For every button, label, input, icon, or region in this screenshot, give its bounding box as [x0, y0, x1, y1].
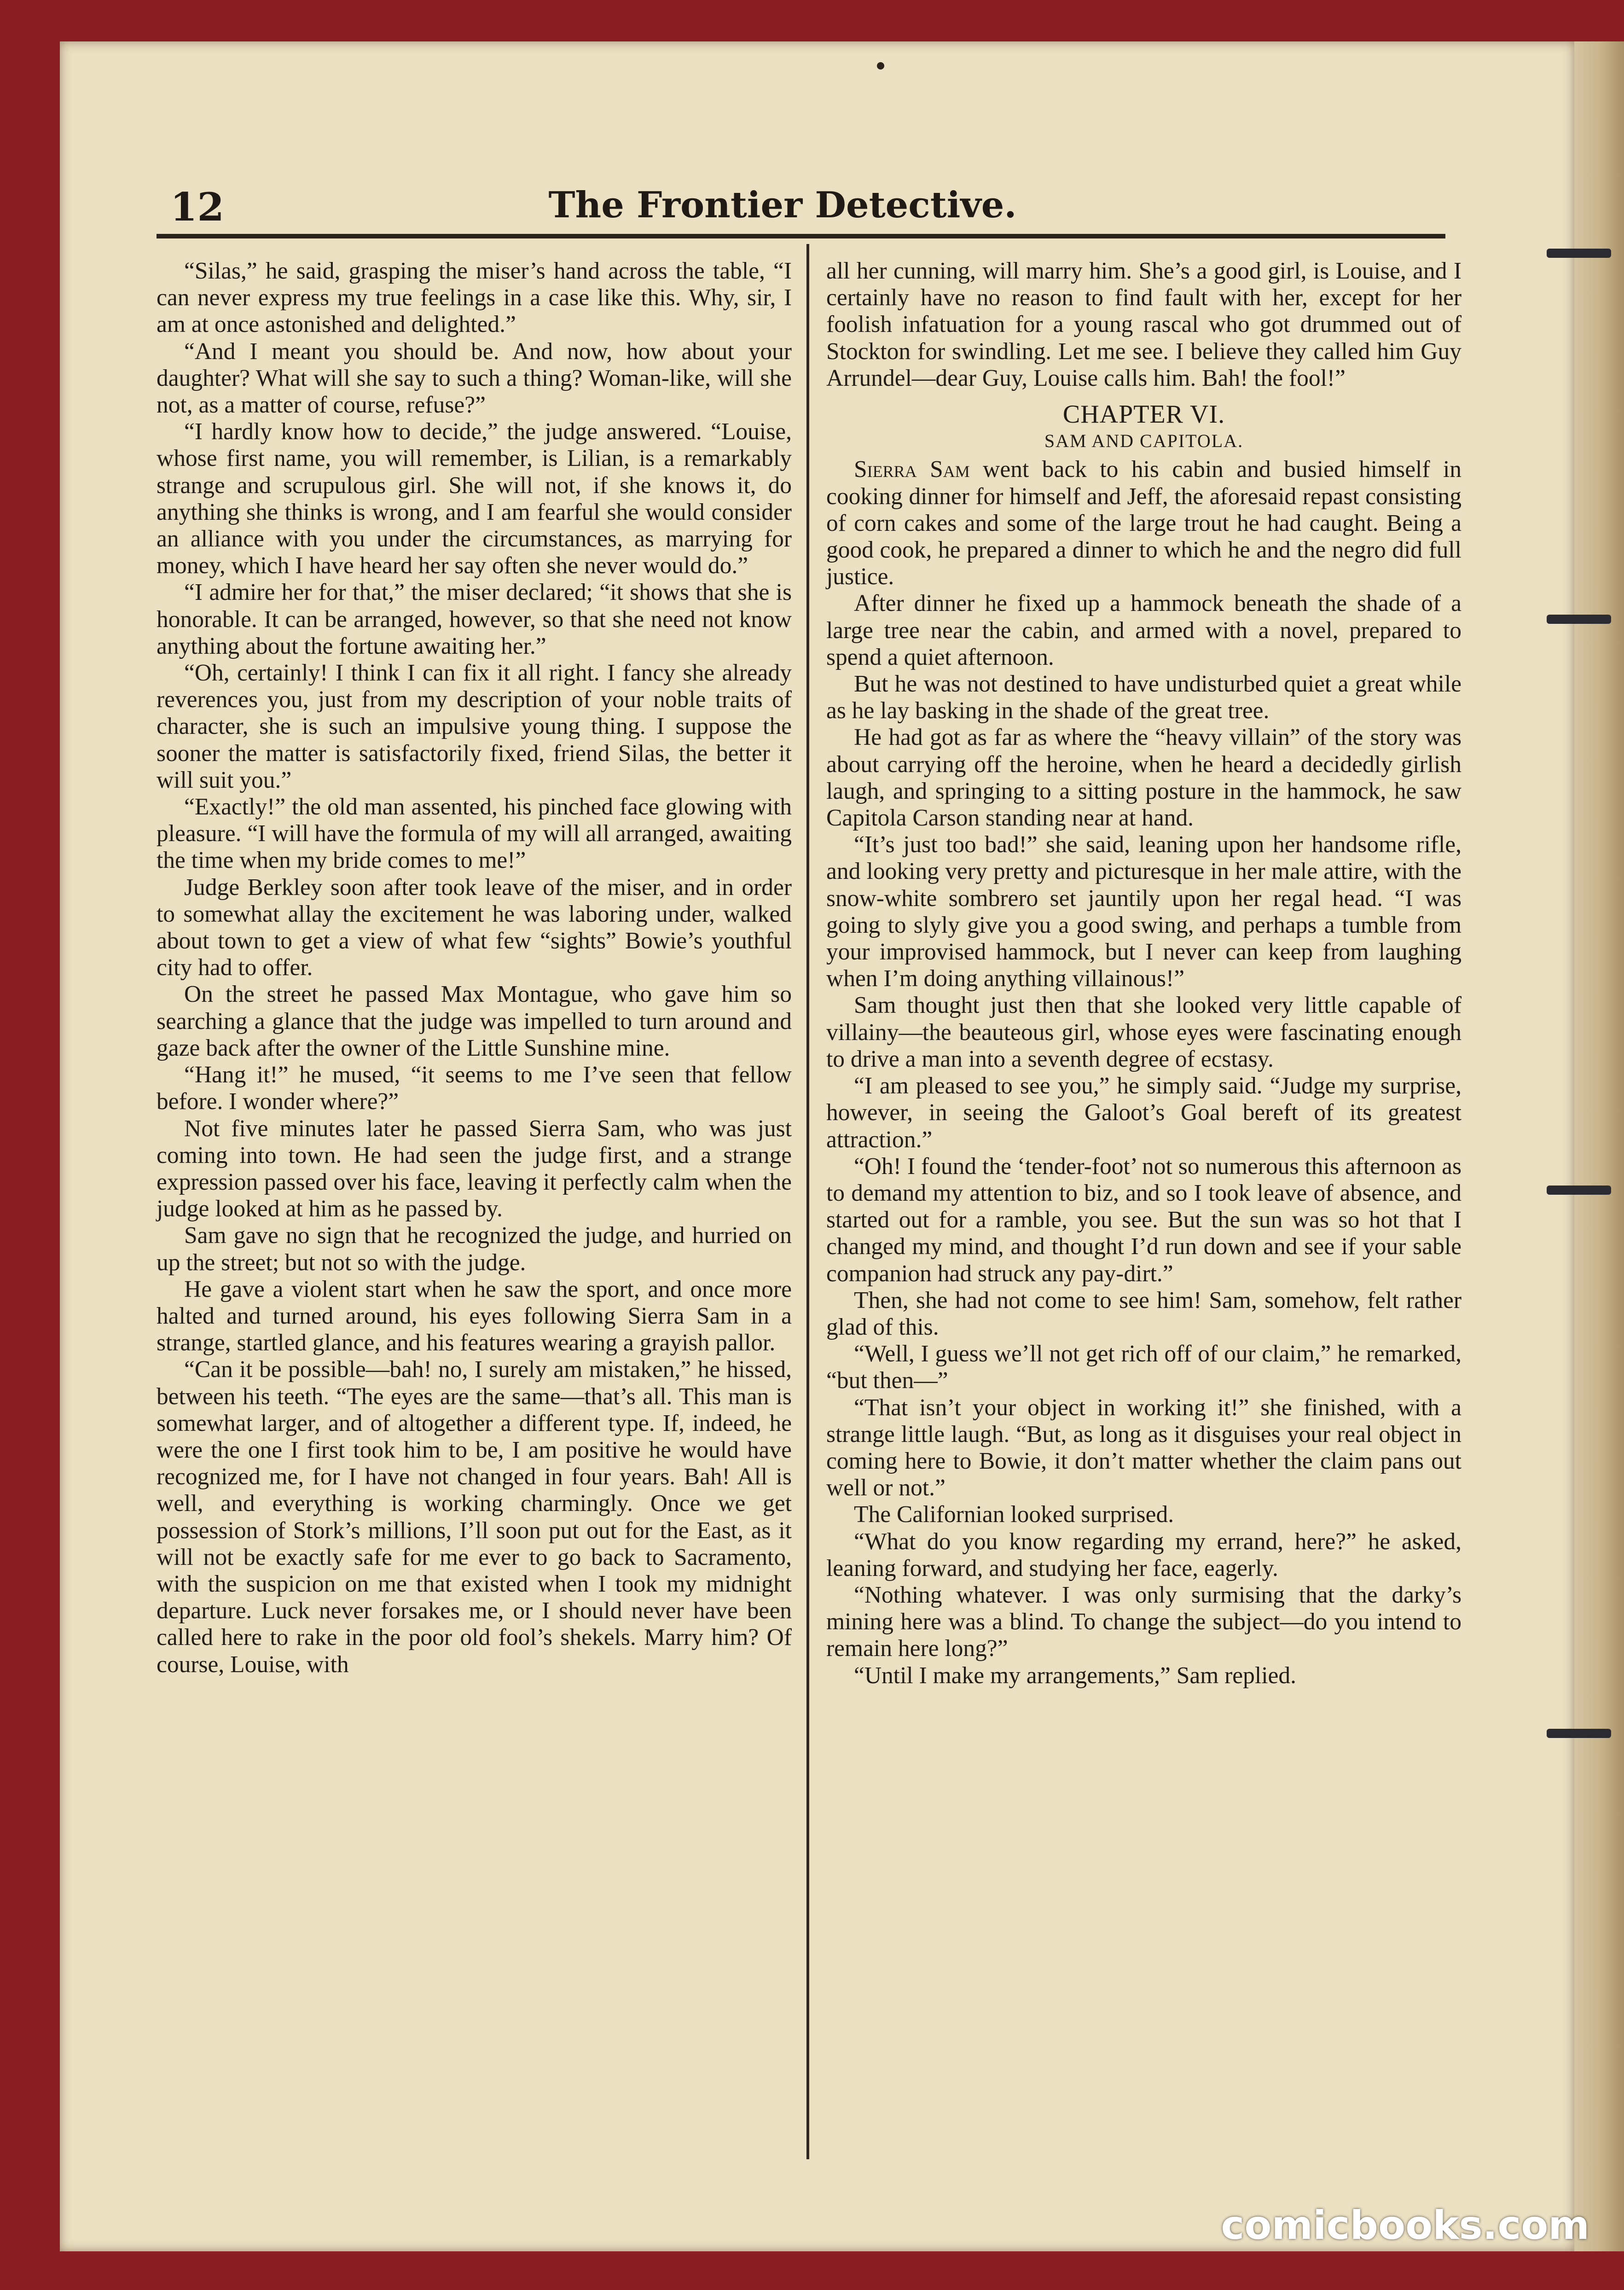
binding-stitch — [1547, 249, 1611, 258]
paragraph: He had got as far as where the “heavy villain” of the story was about carrying off the heroine, when he heard a decidedly girlish laugh, and springing to a sitting posture in the hammock, he saw Capitola Carson standing near at hand. — [826, 724, 1462, 831]
column-divider — [806, 244, 809, 2159]
paragraph: “Well, I guess we’ll not get rich off of our claim,” he remarked, “but then—” — [826, 1341, 1462, 1394]
paragraph: “What do you know regarding my errand, here?” he asked, leaning forward, and studying her face, eagerly. — [826, 1528, 1462, 1581]
chapter-opening-words: Sierra Sam — [854, 456, 970, 483]
paragraph: On the street he passed Max Montague, who gave him so searching a glance that the judge was impelled to turn around and gaze back after the owner of the Little Sunshine mine. — [157, 981, 792, 1061]
continued-paragraph: all her cunning, will marry him. She’s a good girl, is Louise, and I certainly have no reason to find fault with her, except for her foolish infatuation for a young rascal who got drummed out of Stockton for swindling. Let me see. I believe they called him Guy Arrundel—dear Guy, Louise calls him. Bah! the fool!” — [826, 258, 1462, 391]
chapter-opening-text: went back to his cabin and busied himself in cooking dinner for himself and Jeff, the aforesaid repast consisting of corn cakes and some of the large trout he had caught. Being a good cook, he prepared a dinner to which he and the negro did full justice. — [826, 456, 1462, 590]
paragraph: Not five minutes later he passed Sierra Sam, who was just coming into town. He had seen the judge first, and a strange expression passed over his face, leaving it perfectly calm when the judge looked at him as he passed by. — [157, 1115, 792, 1222]
paragraph: After dinner he fixed up a hammock beneath the shade of a large tree near the cabin, and armed with a novel, prepared to spend a quiet afternoon. — [826, 590, 1462, 670]
paragraph: Sam gave no sign that he recognized the judge, and hurried on up the street; but not so with the judge. — [157, 1222, 792, 1276]
left-column — [157, 258, 792, 2159]
paragraph: “Nothing whatever. I was only surmising that the darky’s mining here was a blind. To change the subject—do you intend to remain here long?” — [826, 1581, 1462, 1662]
paragraph: “Can it be possible—bah! no, I surely am mistaken,” he hissed, between his teeth. “The eyes are the same—that’s all. This man is somewhat larger, and of altogether a different type. If, indeed, he were the one I first took him to be, I am positive he would have recognized me, for I have not changed in four years. Bah! All is well, and everything is working charmingly. Once we get possession of Stork’s millions, I’ll soon put out for the East, as it will not be exactly safe for me ever to go back to Sacramento, with the suspicion on me that existed when I took my midnight departure. Luck never forsakes me, or I should never have been called here to rake in the poor old fool’s shekels. Marry him? Of course, Louise, with — [157, 1356, 792, 1678]
paragraph: But he was not destined to have undisturbed quiet a great while as he lay basking in the shade of the great tree. — [826, 671, 1462, 724]
page-header — [110, 184, 1455, 235]
paragraph: Then, she had not come to see him! Sam, somehow, felt rather glad of this. — [826, 1287, 1462, 1340]
chapter-subtitle: SAM AND CAPITOLA. — [1044, 430, 1244, 452]
page-number: 12 — [170, 184, 224, 230]
chapter-heading: CHAPTER VI. — [1062, 400, 1225, 429]
paragraph: “Silas,” he said, grasping the miser’s hand across the table, “I can never express my true feelings in a case like this. Why, sir, I am at once astonished and delighted.” — [157, 258, 792, 338]
paragraph: Sam thought just then that she looked very little capable of villainy—the beauteous girl, whose eyes were fascinating enough to drive a man into a seventh degree of ecstasy. — [826, 992, 1462, 1072]
site-watermark: comicbooks.com — [1221, 2203, 1589, 2249]
paragraph: “I am pleased to see you,” he simply said. “Judge my surprise, however, in seeing the Galoot’s Goal bereft of its greatest attraction.” — [826, 1073, 1462, 1153]
paragraph: The Californian looked surprised. — [854, 1501, 1174, 1528]
paragraph: “That isn’t your object in working it!” she finished, with a strange little laugh. “But, as long as it disguises your real object in coming here to Bowie, it don’t matter whether the claim pans out well or not.” — [826, 1394, 1462, 1501]
chapter-opening-paragraph — [826, 456, 1462, 590]
paragraph: “Hang it!” he mused, “it seems to me I’ve seen that fellow before. I wonder where?” — [157, 1062, 792, 1115]
paragraph: Judge Berkley soon after took leave of the miser, and in order to somewhat allay the excitement he was laboring under, walked about town to get a view of what few “sights” Bowie’s youthful city had to offer. — [157, 874, 792, 981]
right-column — [826, 258, 1462, 2159]
paragraph: “And I meant you should be. And now, how about your daughter? What will she say to such a thing? Woman-like, will she not, as a matter of course, refuse?” — [157, 338, 792, 418]
paragraph: “Exactly!” the old man assented, his pinched face glowing with pleasure. “I will have the formula of my will all arranged, awaiting the time when my bride comes to me!” — [157, 794, 792, 874]
paragraph: “Until I make my arrangements,” Sam replied. — [854, 1662, 1296, 1689]
paragraph: “Oh! I found the ‘tender-foot’ not so numerous this afternoon as to demand my attention to biz, and so I took leave of absence, and started out for a ramble, you see. But the sun was so hot that I changed my mind, and thought I’d run down and see if your sable companion had struck any pay-dirt.” — [826, 1153, 1462, 1287]
binding-stitch — [1547, 1186, 1611, 1195]
paragraph: “Oh, certainly! I think I can fix it all right. I fancy she already reverences you, just from my description of your noble traits of character, she is such an impulsive young thing. I suppose the sooner the matter is satisfactorily fixed, friend Silas, the better it will suit you.” — [157, 660, 792, 793]
binding-stitch — [1547, 615, 1611, 624]
paragraph: He gave a violent start when he saw the sport, and once more halted and turned around, his eyes following Sierra Sam in a strange, startled glance, and his features wearing a grayish pallor. — [157, 1276, 792, 1356]
binding-stitch — [1547, 1729, 1611, 1738]
paragraph: “I admire her for that,” the miser declared; “it shows that she is honorable. It can be arranged, however, so that she need not know anything about the fortune awaiting her.” — [157, 579, 792, 659]
running-title: The Frontier Detective. — [548, 184, 1017, 226]
paragraph: “I hardly know how to decide,” the judge answered. “Louise, whose first name, you will remember, is Lilian, is a remarkably strange and scrupulous girl. She will not, if she knows it, do anything she thinks is wrong, and I am fearful she would consider an alliance with you under the circumstances, as marrying for money, which I have heard her say often she never would do.” — [157, 418, 792, 579]
page-hole — [877, 62, 884, 70]
header-rule — [157, 234, 1445, 238]
paragraph: “It’s just too bad!” she said, leaning upon her handsome rifle, and looking very pretty and picturesque in her male attire, with the snow-white sombrero set jauntily upon her regal head. “I was going to slyly give you a good swing, and perhaps a tumble from your improvised hammock, but I never can keep from laughing when I’m doing anything villainous!” — [826, 831, 1462, 992]
